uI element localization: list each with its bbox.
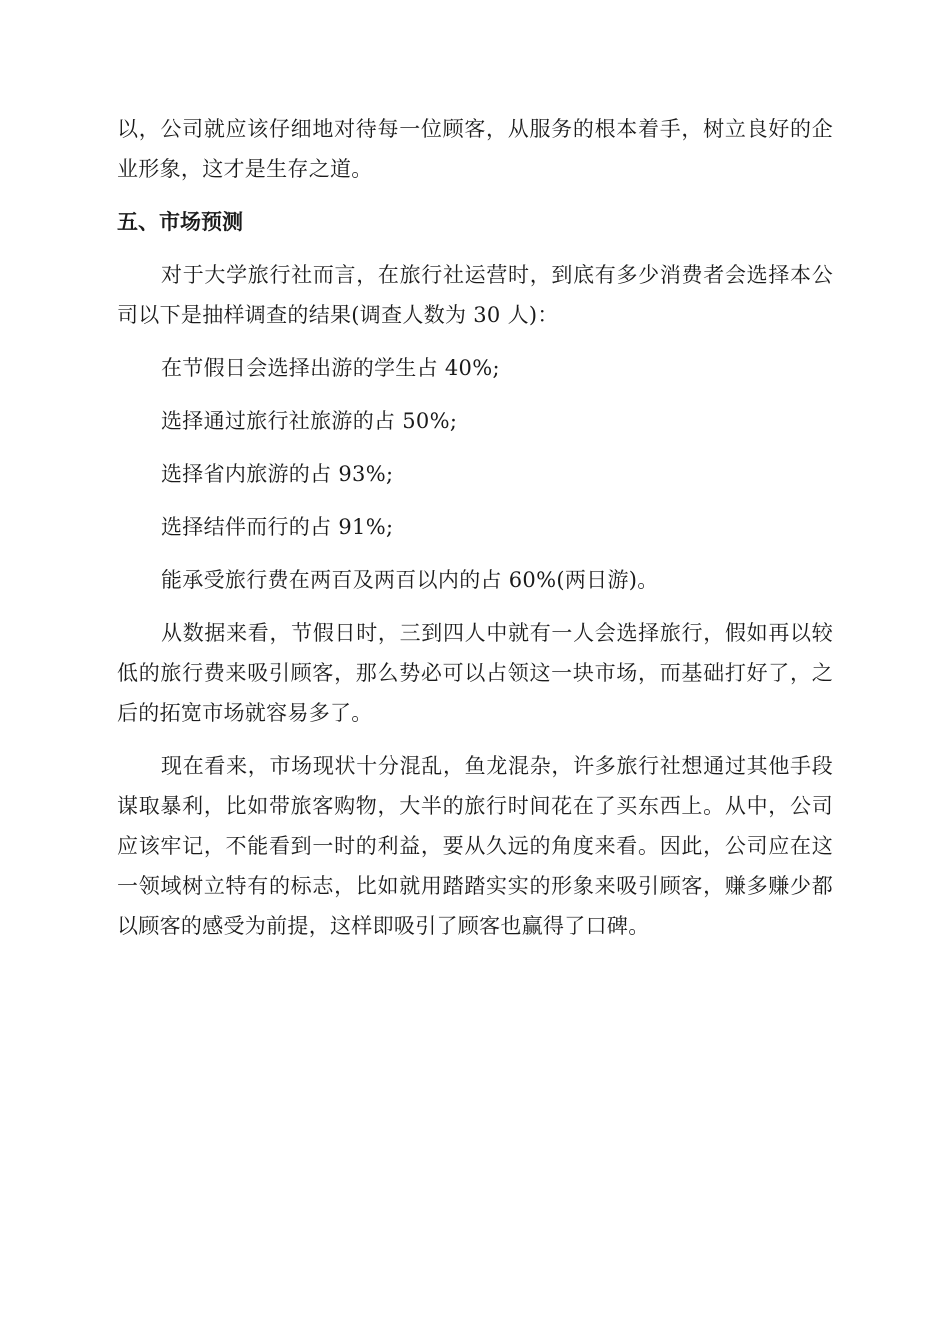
survey-intro-paragraph: 对于大学旅行社而言，在旅行社运营时，到底有多少消费者会选择本公司以下是抽样调查的结果(调查人数为 30 人)： [117,263,833,327]
analysis-paragraph: 从数据来看，节假日时，三到四人中就有一人会选择旅行，假如再以较低的旅行费来吸引顾客，那么势必可以占领这一块市场，而基础打好了，之后的拓宽市场就容易多了。 [117,621,833,725]
survey-result-item: 能承受旅行费在两百及两百以内的占 60%(两日游)。 [161,568,659,592]
survey-result-item: 选择省内旅游的占 93%; [161,462,394,486]
document-body [117,109,833,946]
section-heading: 五、市场预测 [117,210,243,234]
conclusion-paragraph: 现在看来，市场现状十分混乱，鱼龙混杂，许多旅行社想通过其他手段谋取暴利，比如带旅客购物，大半的旅行时间花在了买东西上。从中，公司应该牢记，不能看到一时的利益，要从久远的角度来看。因此，公司应在这一领域树立特有的标志，比如就用踏踏实实的形象来吸引顾客，赚多赚少都以顾客的感受为前提，这样即吸引了顾客也赢得了口碑。 [117,754,833,938]
intro-paragraph: 以，公司就应该仔细地对待每一位顾客，从服务的根本着手，树立良好的企业形象，这才是生存之道。 [117,117,833,181]
survey-result-item: 在节假日会选择出游的学生占 40%; [161,356,500,380]
survey-result-item: 选择通过旅行社旅游的占 50%; [161,409,458,433]
survey-result-item: 选择结伴而行的占 91%; [161,515,394,539]
